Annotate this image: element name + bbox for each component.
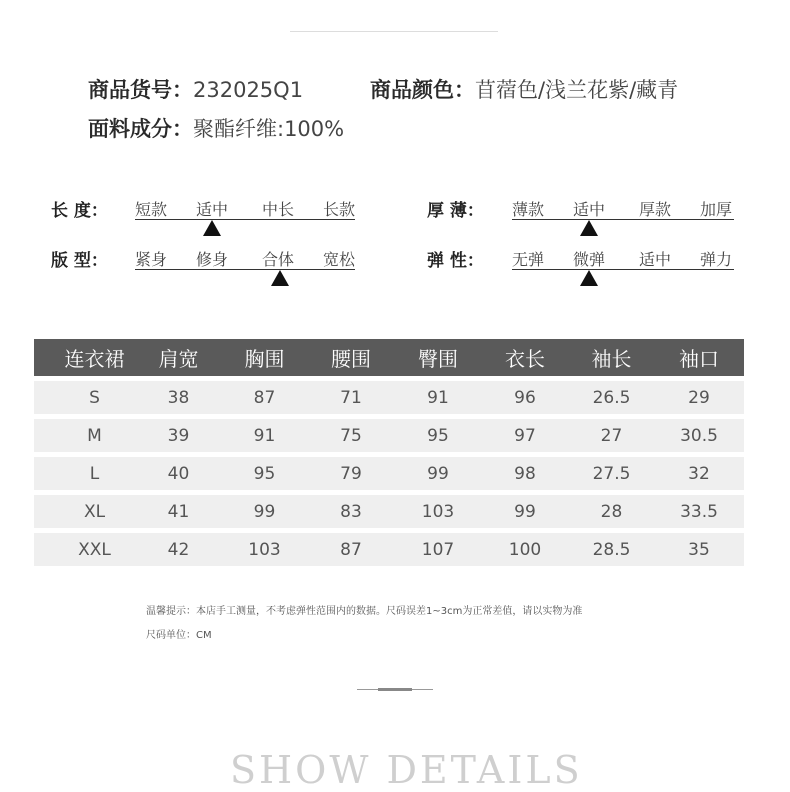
fabric-label: 面料成分：	[88, 117, 193, 141]
table-cell: 27	[600, 425, 623, 446]
table-cell: 95	[253, 463, 276, 484]
thickness-label: 厚 薄：	[427, 201, 484, 221]
table-cell: 26.5	[592, 387, 631, 408]
table-cell: 40	[167, 463, 190, 484]
column-header: 腰围	[331, 347, 371, 371]
table-cell: 98	[514, 463, 536, 484]
elasticity-scale-line	[512, 269, 734, 270]
table-cell: 91	[253, 425, 276, 446]
table-cell: 100	[508, 539, 542, 560]
fit-marker-icon	[271, 270, 289, 286]
table-cell: 71	[340, 387, 362, 408]
table-cell: M	[87, 425, 102, 446]
table-cell: 99	[427, 463, 449, 484]
table-cell: 27.5	[592, 463, 631, 484]
table-row	[34, 419, 744, 452]
table-cell: 99	[253, 501, 276, 522]
color-label: 商品颜色：	[370, 78, 475, 102]
table-cell: 95	[427, 425, 449, 446]
table-row	[34, 381, 744, 414]
table-cell: 28.5	[592, 539, 631, 560]
footer-title: SHOW DETAILS	[230, 748, 583, 792]
size-unit-note: 尺码单位：CM	[146, 630, 212, 641]
sku-value: 232025Q1	[193, 78, 304, 102]
fit-option: 修身	[196, 250, 229, 269]
bottom-divider-accent	[378, 688, 412, 691]
table-cell: 33.5	[680, 501, 718, 522]
table-cell: 75	[340, 425, 362, 446]
table-cell: 91	[427, 387, 449, 408]
sku-line	[88, 74, 303, 104]
length-option: 中长	[262, 200, 295, 219]
thickness-option: 薄款	[512, 200, 545, 219]
size-table	[34, 339, 744, 566]
table-cell: 99	[514, 501, 536, 522]
fabric-line	[88, 113, 344, 143]
top-divider	[290, 31, 498, 32]
elasticity-marker-icon	[580, 270, 598, 286]
elasticity-label: 弹 性：	[427, 251, 484, 271]
table-cell: 79	[340, 463, 362, 484]
elasticity-option: 适中	[639, 250, 672, 269]
table-cell: 103	[248, 539, 281, 560]
table-cell: 87	[253, 387, 276, 408]
sku-label: 商品货号：	[88, 78, 193, 102]
measurement-tip: 温馨提示：本店手工测量，不考虑弹性范围内的数据。尺码误差1~3cm为正常差值，请以实物为准	[146, 606, 583, 617]
table-row	[34, 457, 744, 490]
table-header	[34, 339, 744, 376]
fit-option: 宽松	[323, 250, 356, 269]
column-header: 胸围	[244, 347, 285, 371]
column-header: 肩宽	[158, 347, 199, 371]
color-line	[370, 74, 678, 104]
table-cell: 30.5	[680, 425, 718, 446]
thickness-scale-line	[512, 219, 734, 220]
fit-scale-line	[135, 269, 355, 270]
thickness-marker-icon	[580, 220, 598, 236]
thickness-option: 厚款	[639, 200, 672, 219]
table-cell: 42	[167, 539, 190, 560]
table-cell: 103	[421, 501, 455, 522]
length-option: 适中	[196, 200, 229, 219]
fit-option: 合体	[262, 250, 295, 269]
table-cell: 39	[167, 425, 190, 446]
thickness-option: 适中	[573, 200, 606, 219]
table-cell: 97	[514, 425, 536, 446]
table-cell: 29	[688, 387, 710, 408]
table-row	[34, 533, 744, 566]
table-cell: 107	[421, 539, 455, 560]
column-header: 臀围	[418, 347, 458, 371]
thickness-option: 加厚	[700, 200, 733, 219]
table-cell: 28	[600, 501, 623, 522]
elasticity-option: 微弹	[573, 250, 606, 269]
fabric-value: 聚酯纤维:100%	[193, 117, 345, 141]
elasticity-option: 无弹	[512, 250, 545, 269]
table-cell: 38	[167, 387, 190, 408]
elasticity-option: 弹力	[700, 250, 733, 269]
table-cell: L	[89, 463, 100, 484]
column-header: 衣长	[505, 347, 545, 371]
fit-option: 紧身	[135, 250, 168, 269]
table-cell: 35	[688, 539, 710, 560]
length-marker-icon	[203, 220, 221, 236]
column-header: 袖长	[591, 347, 632, 371]
table-cell: 96	[514, 387, 536, 408]
table-cell: XL	[83, 501, 106, 522]
fit-label: 版 型：	[51, 251, 108, 271]
color-value: 苜蓿色/浅兰花紫/藏青	[475, 78, 679, 102]
length-scale-line	[135, 219, 355, 220]
table-row	[34, 495, 744, 528]
length-option: 短款	[135, 200, 168, 219]
table-cell: S	[89, 387, 100, 408]
table-cell: XXL	[78, 539, 111, 560]
length-label: 长 度：	[51, 201, 108, 221]
table-cell: 87	[340, 539, 362, 560]
table-cell: 32	[688, 463, 710, 484]
table-cell: 83	[340, 501, 362, 522]
column-header: 袖口	[679, 347, 719, 371]
table-cell: 41	[167, 501, 190, 522]
length-option: 长款	[323, 200, 356, 219]
column-header: 连衣裙	[64, 347, 125, 371]
